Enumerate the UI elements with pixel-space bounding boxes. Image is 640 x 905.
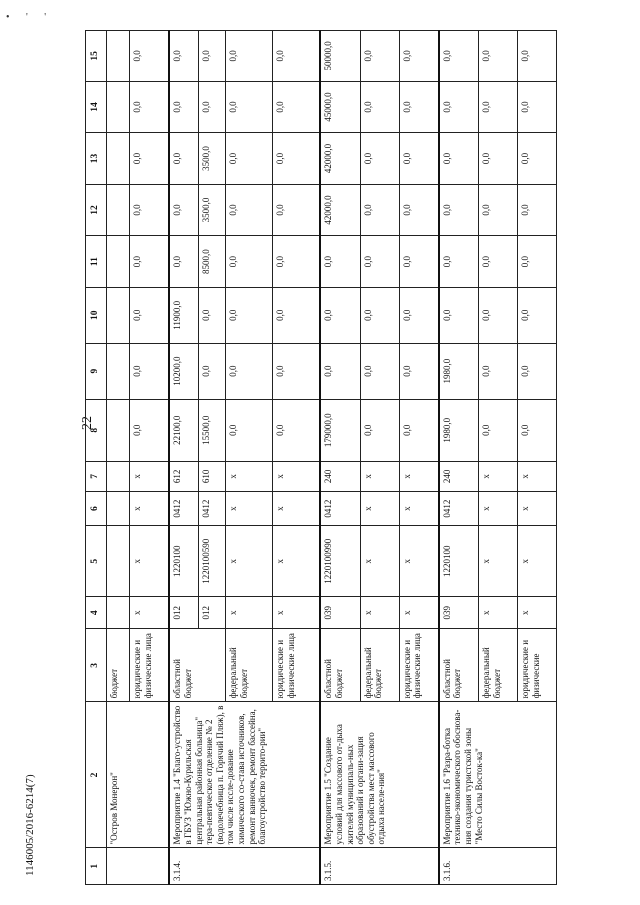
scan-marks: • ' ': [6, 12, 54, 23]
table-row: 3.1.5. Мероприятие 1.5 "Создание условий для массового от-дыха жителей муниципаль-ных образований и органи-зация обустройства мест массового отдыха населе-ния" областной бюджет 039 1220100990 0412 240 179000,0 0,0 0,0 0,0 42000,0 42000,0 45000,0 50000,0: [320, 31, 360, 885]
table-row: 012 1220100590 0412 610 15500,0 0,0 0,0 8500,0 3500,0 3500,0 0,0 0,0: [198, 31, 226, 885]
source-cell: юридические и физические: [517, 629, 556, 702]
item-name-cell: Мероприятие 1.6 "Разра-ботка технико-экономического обоснова-ния создания туристской зоны "Место Силы Восток-ка": [439, 702, 557, 848]
table-row: 3.1.6. Мероприятие 1.6 "Разра-ботка технико-экономического обоснова-ния создания туристской зоны "Место Силы Восток-ка" областной бюджет 039 1220100 0412 240 1980,0 1980,0 0,0 0,0 0,0 0,0 0,0 0,0: [439, 31, 479, 885]
item-code-cell: 3.1.5.: [320, 848, 438, 885]
source-cell: юридические и физические лица: [130, 629, 170, 702]
col-header: 6: [86, 491, 107, 525]
item-code-cell: 3.1.4.: [169, 848, 320, 885]
source-cell: юридические и физические лица: [399, 629, 439, 702]
col-header: 3: [86, 629, 107, 702]
source-cell: федеральный бюджет: [360, 629, 399, 702]
table-row: федеральный бюджет x x x x 0,0 0,0 0,0 0,0 0,0 0,0 0,0 0,0: [226, 31, 273, 885]
col-header: 14: [86, 81, 107, 133]
item-name-cell: "Остров Монерон": [107, 702, 170, 848]
table-row: юридические и физические лица x x x x 0,0 0,0 0,0 0,0 0,0 0,0 0,0 0,0: [273, 31, 321, 885]
rotated-table-wrapper: [85, 30, 557, 885]
col-header: 7: [86, 461, 107, 491]
item-name-cell: Мероприятие 1.5 "Создание условий для массового от-дыха жителей муниципаль-ных образований и органи-зация обустройства мест массового отдыха населе-ния": [320, 702, 438, 848]
col-header: 4: [86, 597, 107, 629]
table-row: [107, 31, 130, 885]
table-row: юридические и физические x x x x 0,0 0,0 0,0 0,0 0,0 0,0 0,0 0,0: [517, 31, 556, 885]
header-row: [86, 31, 107, 885]
table-row: юридические и физические лица x x x x 0,0 0,0 0,0 0,0 0,0 0,0 0,0 0,0: [130, 31, 170, 885]
document-code: 1146005/2016-6214(7): [24, 774, 36, 876]
item-code-cell: [107, 848, 170, 885]
source-cell: областной бюджет: [320, 629, 360, 702]
source-cell: бюджет: [107, 629, 130, 702]
col-header: 8: [86, 399, 107, 461]
col-header: 15: [86, 31, 107, 82]
col-header: 5: [86, 526, 107, 597]
page-number: 22: [80, 416, 95, 430]
budget-table: [85, 30, 557, 885]
col-header: 10: [86, 287, 107, 343]
col-header: 2: [86, 702, 107, 848]
source-cell: федеральный бюджет: [478, 629, 517, 702]
source-cell: федеральный бюджет: [226, 629, 273, 702]
table-row: федеральный бюджет x x x x 0,0 0,0 0,0 0,0 0,0 0,0 0,0 0,0: [360, 31, 399, 885]
col-header: 1: [86, 848, 107, 885]
table-row: 3.1.4. Мероприятие 1.4 "Благо-устройство в ГБУЗ "Южно-Курильская центральная районная больница" тера-певтическое отделение № 2 (водолечебница п. Горячий Пляж), в том числе иссле-дование химического со-става источников, ремонт ванночек, ремонт бассейна, благоустройство террито-рии" областной бюджет 012 1220100 0412 612 22100,0 10200,0 11900,0 0,0 0,0 0,0 0,0 0,0: [169, 31, 198, 885]
col-header: 11: [86, 236, 107, 288]
col-header: 13: [86, 133, 107, 185]
source-cell: областной бюджет: [169, 629, 225, 702]
item-code-cell: 3.1.6.: [439, 848, 557, 885]
col-header: 12: [86, 184, 107, 236]
table-row: юридические и физические лица x x x x 0,0 0,0 0,0 0,0 0,0 0,0 0,0 0,0: [399, 31, 439, 885]
item-name-cell: Мероприятие 1.4 "Благо-устройство в ГБУЗ "Южно-Курильская центральная районная больница" тера-певтическое отделение № 2 (водолечебница п. Горячий Пляж), в том числе иссле-дование химического со-става источников, ремонт ванночек, ремонт бассейна, благоустройство террито-рии": [169, 702, 320, 848]
source-cell: юридические и физические лица: [273, 629, 321, 702]
source-cell: областной бюджет: [439, 629, 479, 702]
table-row: федеральный бюджет x x x x 0,0 0,0 0,0 0,0 0,0 0,0 0,0 0,0: [478, 31, 517, 885]
col-header: 9: [86, 343, 107, 399]
